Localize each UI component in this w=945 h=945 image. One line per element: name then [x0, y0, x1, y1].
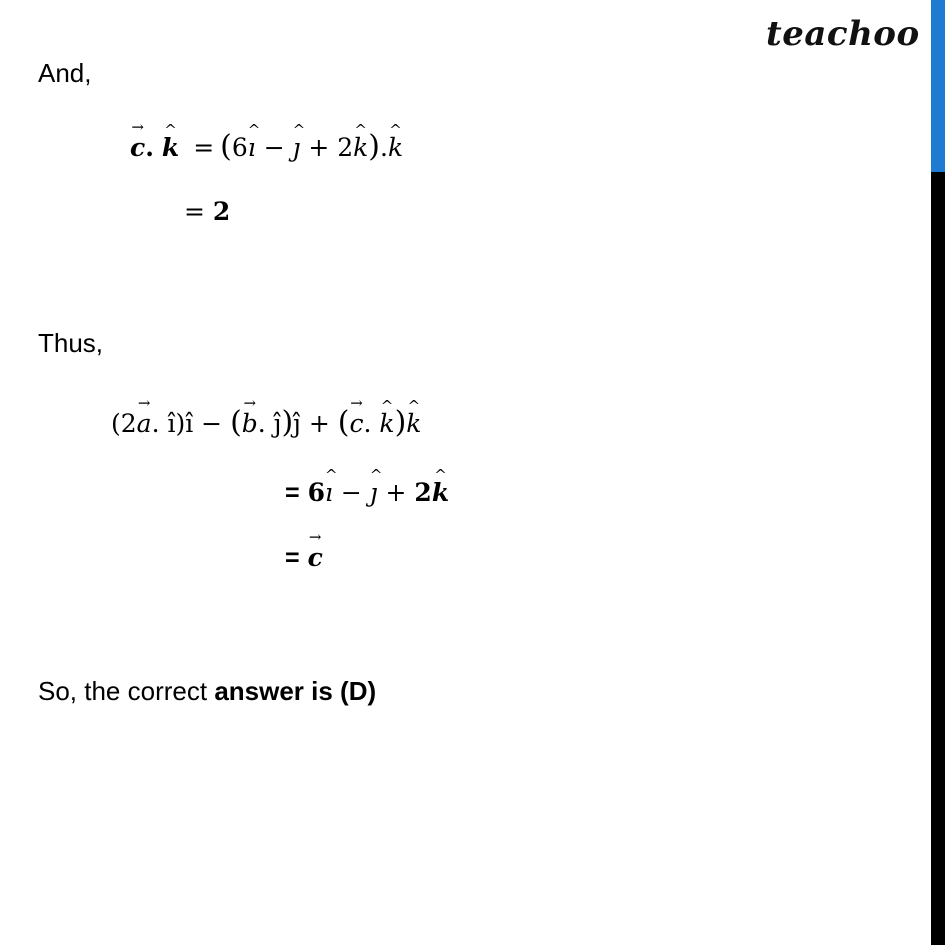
vector-c: → c — [308, 543, 323, 572]
intro-text: And, — [38, 58, 92, 88]
result-line-3: = → c — [285, 543, 323, 573]
sidebar-accent — [931, 0, 945, 172]
step1-result-value: 2 — [212, 197, 231, 226]
thus-text: Thus, — [38, 328, 104, 358]
teachoo-logo: teachoo — [766, 14, 920, 54]
expression: (2→ a. î)î − (→ b. ĵ)ĵ + (→ c. ^ k)^ k — [111, 405, 421, 440]
step1-result: = 2 — [184, 197, 231, 226]
conclusion-text: So, the correct answer is (D) — [38, 676, 377, 706]
answer-text: answer is (D) — [214, 676, 377, 706]
step1-equation: → c. ^ k = (6^ ı − ^ ȷ + 2^ k).^ k — [130, 129, 403, 164]
result-line-2: = 6^ ı − ^ ȷ + 2^ k — [285, 478, 449, 508]
